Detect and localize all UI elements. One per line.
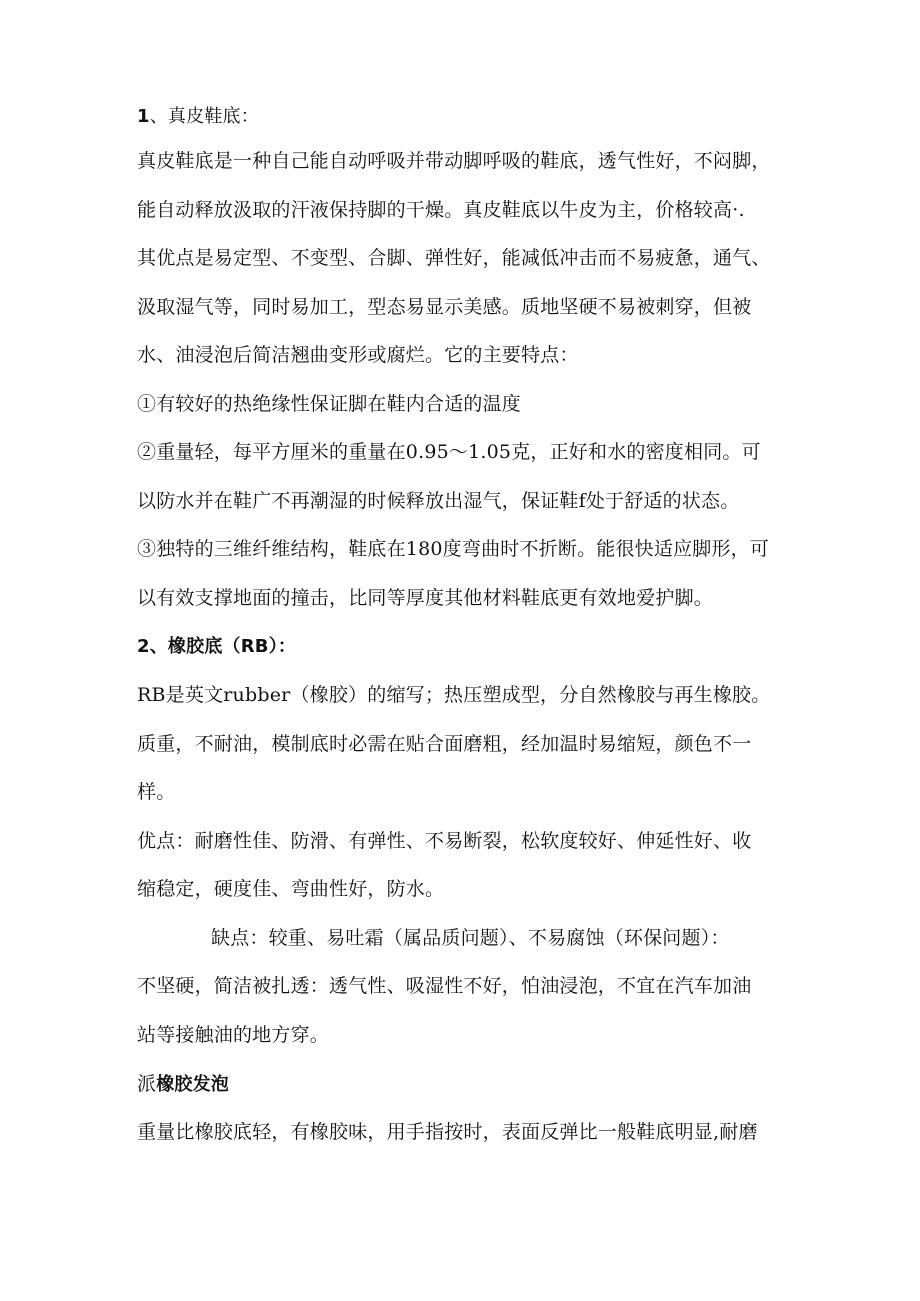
paragraph-line: 质重，不耐油，模制底时必需在贴合面磨粗，经加温时易缩短，颜色不一 — [137, 733, 752, 755]
section-3-prefix: 派 — [137, 1073, 157, 1095]
paragraph-line: 其优点是易定型、不变型、合脚、弹性好，能减低冲击而不易疲惫，通气、 — [137, 247, 771, 269]
disadvantages-line: 缺点：较重、易吐霜（属品质问题）、不易腐蚀（环保问题）： — [211, 927, 730, 949]
section-1-number: 1 — [137, 106, 150, 127]
list-item-1: ①有较好的热绝缘性保证脚在鞋内合适的温度 — [137, 393, 522, 415]
section-2-heading: 2、橡胶底（RB）： — [137, 636, 297, 657]
paragraph-line: 不坚硬，简洁被扎透：透气性、吸湿性不好，怕油浸泡，不宜在汽车加油 — [137, 975, 752, 997]
paragraph-line: 能自动释放汲取的汗液保持脚的干燥。真皮鞋底以牛皮为主，价格较高·. — [137, 199, 745, 221]
paragraph-line: 重量比橡胶底轻，有橡胶味，用手指按时，表面反弹比一般鞋底明显,耐磨 — [137, 1121, 758, 1143]
section-1-heading — [137, 105, 259, 129]
paragraph-line: 真皮鞋底是一种自己能自动呼吸并带动脚呼吸的鞋底，透气性好，不闷脚， — [137, 150, 771, 172]
section-3-title: 橡胶发泡 — [156, 1074, 230, 1095]
paragraph-line: 站等接触油的地方穿。 — [137, 1024, 330, 1046]
paragraph-line: 样。 — [137, 781, 176, 803]
section-3-heading — [137, 1072, 229, 1097]
paragraph-line: 以防水并在鞋广不再潮湿的时候释放出湿气，保证鞋f处于舒适的状态。 — [137, 490, 740, 512]
section-1-title: 、真皮鞋底： — [149, 106, 259, 127]
paragraph-line: RB是英文rubber（橡胶）的缩写；热压塑成型，分自然橡胶与再生橡胶。 — [137, 684, 771, 706]
paragraph-line: 汲取湿气等，同时易加工，型态易显示美感。质地坚硬不易被刺穿，但被 — [137, 296, 752, 318]
paragraph-line: 缩稳定，硬度佳、弯曲性好，防水。 — [137, 878, 445, 900]
list-item-3: ③独特的三维纤维结构，鞋底在180度弯曲时不折断。能很快适应脚形，可 — [137, 538, 770, 560]
paragraph-line: 水、油浸泡后简洁翘曲变形或腐烂。它的主要特点： — [137, 344, 579, 366]
advantages-line: 优点：耐磨性佳、防滑、有弹性、不易断裂，松软度较好、伸延性好、收 — [137, 830, 752, 852]
paragraph-line: 以有效支撑地面的撞击，比同等厚度其他材料鞋底更有效地爱护脚。 — [137, 587, 714, 609]
list-item-2: ②重量轻，每平方厘米的重量在0.95～1.05克，正好和水的密度相同。可 — [137, 441, 761, 463]
